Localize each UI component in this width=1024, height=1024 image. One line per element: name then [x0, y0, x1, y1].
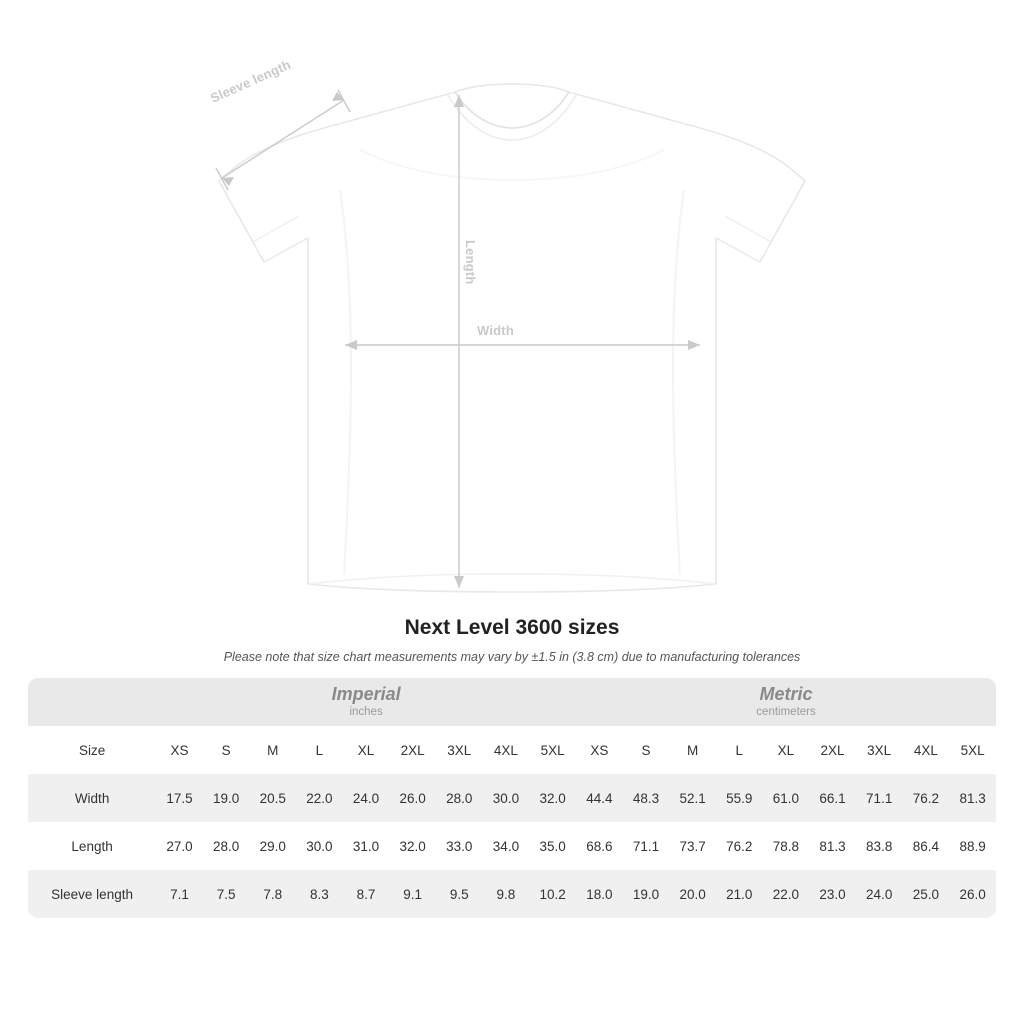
measurement-cell-imperial: 30.0	[296, 822, 343, 870]
tshirt-shape	[219, 84, 805, 592]
measurement-cell-imperial: 7.8	[249, 870, 296, 918]
measurement-cell-metric: 52.1	[669, 774, 716, 822]
measurement-cell-metric: 73.7	[669, 822, 716, 870]
sleeve-length-label: Sleeve length	[208, 56, 294, 106]
measurement-cell-metric: 23.0	[809, 870, 856, 918]
measurement-cell-imperial: 30.0	[483, 774, 530, 822]
unit-system-header-row	[28, 678, 996, 726]
width-label: Width	[477, 323, 514, 338]
size-column-header: 3XL	[856, 726, 903, 774]
measurement-cell-metric: 19.0	[623, 870, 670, 918]
measurement-cell-imperial: 20.5	[249, 774, 296, 822]
measurement-cell-imperial: 31.0	[343, 822, 390, 870]
size-column-header: M	[669, 726, 716, 774]
measurement-row-label: Width	[28, 774, 156, 822]
measurement-cell-metric: 22.0	[763, 870, 810, 918]
measurement-cell-imperial: 28.0	[436, 774, 483, 822]
measurement-cell-imperial: 33.0	[436, 822, 483, 870]
size-chart-table	[28, 678, 996, 918]
measurement-cell-metric: 48.3	[623, 774, 670, 822]
measurement-cell-imperial: 26.0	[389, 774, 436, 822]
size-column-header: 2XL	[389, 726, 436, 774]
size-column-header: XL	[343, 726, 390, 774]
size-header-row	[28, 726, 996, 774]
table-row	[28, 870, 996, 918]
size-column-header: 4XL	[903, 726, 950, 774]
size-column-header: M	[249, 726, 296, 774]
measurement-cell-metric: 78.8	[763, 822, 810, 870]
size-column-header: 3XL	[436, 726, 483, 774]
measurement-cell-metric: 25.0	[903, 870, 950, 918]
measurement-cell-metric: 76.2	[903, 774, 950, 822]
measurement-row-label: Length	[28, 822, 156, 870]
measurement-cell-metric: 81.3	[949, 774, 996, 822]
measurement-cell-metric: 76.2	[716, 822, 763, 870]
table-row	[28, 774, 996, 822]
unit-header-spacer	[28, 678, 156, 726]
measurement-cell-imperial: 9.1	[389, 870, 436, 918]
measurement-cell-imperial: 29.0	[249, 822, 296, 870]
measurement-cell-imperial: 8.7	[343, 870, 390, 918]
size-header-label: Size	[28, 726, 156, 774]
length-label: Length	[463, 240, 478, 285]
measurement-cell-metric: 83.8	[856, 822, 903, 870]
unit-system-header-metric	[576, 678, 996, 726]
measurement-cell-imperial: 24.0	[343, 774, 390, 822]
title-block	[0, 616, 1024, 664]
size-column-header: 5XL	[949, 726, 996, 774]
tolerance-note: Please note that size chart measurements may vary by ±1.5 in (3.8 cm) due to manufacturing tolerances	[223, 650, 801, 664]
measurement-cell-imperial: 22.0	[296, 774, 343, 822]
measurement-cell-imperial: 7.1	[156, 870, 203, 918]
measurement-cell-metric: 71.1	[623, 822, 670, 870]
unit-system-header-imperial	[156, 678, 576, 726]
measurement-cell-imperial: 32.0	[389, 822, 436, 870]
unit-system-name: Metric	[759, 684, 813, 705]
measurement-cell-metric: 61.0	[763, 774, 810, 822]
measurement-cell-metric: 24.0	[856, 870, 903, 918]
unit-system-name: Imperial	[331, 684, 401, 705]
measurement-cell-metric: 88.9	[949, 822, 996, 870]
size-column-header: XL	[763, 726, 810, 774]
measurement-cell-imperial: 10.2	[529, 870, 576, 918]
measurement-cell-imperial: 19.0	[203, 774, 250, 822]
measurement-cell-metric: 66.1	[809, 774, 856, 822]
measurement-cell-metric: 44.4	[576, 774, 623, 822]
measurement-cell-imperial: 17.5	[156, 774, 203, 822]
measurement-cell-imperial: 9.8	[483, 870, 530, 918]
unit-system-subtitle: centimeters	[756, 705, 816, 718]
unit-system-subtitle: inches	[349, 705, 383, 718]
measurement-cell-imperial: 27.0	[156, 822, 203, 870]
measurement-cell-imperial: 34.0	[483, 822, 530, 870]
size-column-header: L	[296, 726, 343, 774]
measurement-cell-metric: 81.3	[809, 822, 856, 870]
measurement-cell-metric: 18.0	[576, 870, 623, 918]
page-title: Next Level 3600 sizes	[404, 616, 620, 639]
measurement-cell-metric: 55.9	[716, 774, 763, 822]
table-row	[28, 822, 996, 870]
size-column-header: S	[203, 726, 250, 774]
measurement-cell-imperial: 9.5	[436, 870, 483, 918]
measurement-cell-metric: 68.6	[576, 822, 623, 870]
measurement-cell-imperial: 28.0	[203, 822, 250, 870]
measurement-cell-imperial: 35.0	[529, 822, 576, 870]
size-chart-table-wrap	[0, 678, 1024, 918]
measurement-cell-imperial: 7.5	[203, 870, 250, 918]
size-column-header: 2XL	[809, 726, 856, 774]
size-column-header: 5XL	[529, 726, 576, 774]
size-column-header: XS	[576, 726, 623, 774]
size-column-header: XS	[156, 726, 203, 774]
measurement-cell-metric: 86.4	[903, 822, 950, 870]
measurement-row-label: Sleeve length	[28, 870, 156, 918]
measurement-cell-imperial: 32.0	[529, 774, 576, 822]
measurement-cell-metric: 20.0	[669, 870, 716, 918]
measurement-cell-imperial: 8.3	[296, 870, 343, 918]
size-column-header: 4XL	[483, 726, 530, 774]
size-column-header: S	[623, 726, 670, 774]
measurement-cell-metric: 71.1	[856, 774, 903, 822]
measurement-cell-metric: 26.0	[949, 870, 996, 918]
size-column-header: L	[716, 726, 763, 774]
measurement-cell-metric: 21.0	[716, 870, 763, 918]
